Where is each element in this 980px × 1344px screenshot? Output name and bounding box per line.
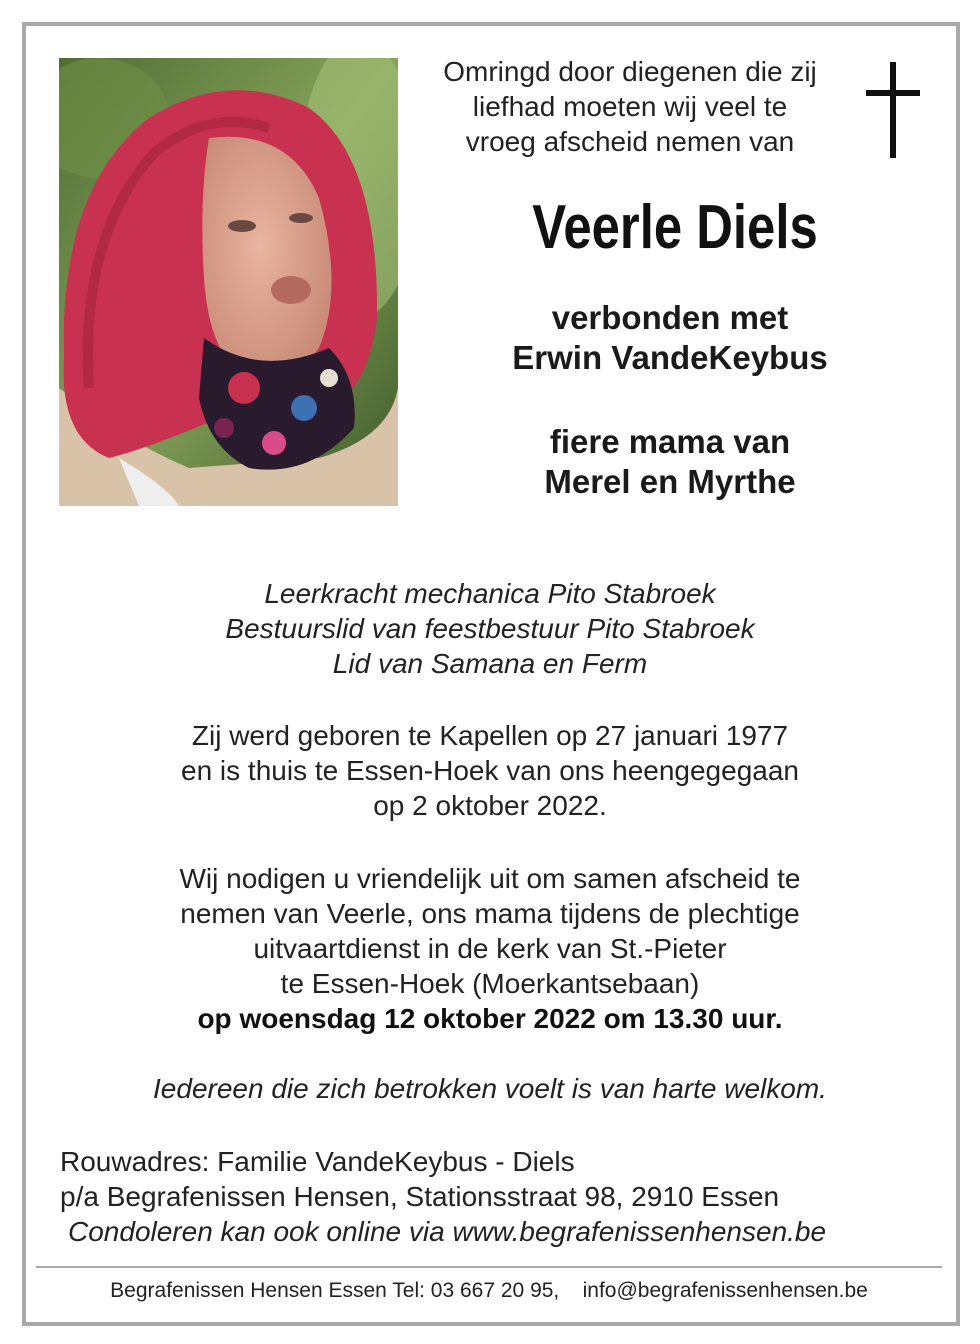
partner-label: verbonden met [551, 299, 789, 336]
role-line: Lid van Samana en Ferm [332, 648, 648, 679]
footer [36, 1276, 942, 1306]
address-line-2: p/a Begrafenissen Hensen, Stationsstraat 98, 2910 Essen [60, 1181, 780, 1212]
invitation-line: Wij nodigen u vriendelijk uit om samen afscheid te [179, 863, 801, 894]
invitation-line: uitvaartdienst in de kerk van St.-Pieter [253, 933, 727, 964]
death-line: en is thuis te Essen-Hoek van ons heengegegaan [181, 755, 799, 786]
invitation-line: te Essen-Hoek (Moerkantsebaan) [280, 968, 700, 999]
partner-name: Erwin VandeKeybus [512, 339, 828, 376]
birth-death-block [60, 718, 920, 823]
children-names: Merel en Myrthe [544, 463, 796, 500]
children-block [450, 422, 890, 502]
portrait-photo [59, 58, 398, 506]
birth-line: Zij werd geboren te Kapellen op 27 januari 1977 [191, 720, 789, 751]
invitation-line: nemen van Veerle, ons mama tijdens de plechtige [180, 898, 800, 929]
intro-line: liefhad moeten wij veel te [472, 91, 788, 122]
cross-icon [864, 60, 922, 160]
address-line-1: Rouwadres: Familie VandeKeybus - Diels [60, 1146, 575, 1177]
role-line: Bestuurslid van feestbestuur Pito Stabroek [225, 613, 755, 644]
footer-company: Begrafenissen Hensen Essen Tel: 03 667 20 95, [110, 1279, 560, 1302]
roles-block [60, 576, 920, 681]
children-label: fiere mama van [549, 423, 791, 460]
deceased-name: Veerle Diels [532, 193, 818, 262]
invitation-block [60, 861, 920, 1036]
condolence-online-link[interactable]: Condoleren kan ook online via www.begrafenissenhensen.be [68, 1216, 827, 1247]
footer-divider [36, 1266, 942, 1268]
role-line: Leerkracht mechanica Pito Stabroek [264, 578, 716, 609]
partner-block [450, 298, 890, 378]
ceremony-datetime: op woensdag 12 oktober 2022 om 13.30 uur. [197, 1003, 783, 1034]
intro-line: Omringd door diegenen die zij [443, 56, 817, 87]
footer-email-link[interactable]: info@begrafenissenhensen.be [582, 1279, 868, 1302]
intro-line: vroeg afscheid nemen van [465, 126, 795, 157]
intro-text [410, 54, 850, 159]
welcome-text: Iedereen die zich betrokken voelt is van harte welkom. [153, 1073, 827, 1104]
address-block [60, 1144, 940, 1249]
death-date: op 2 oktober 2022. [373, 790, 607, 821]
